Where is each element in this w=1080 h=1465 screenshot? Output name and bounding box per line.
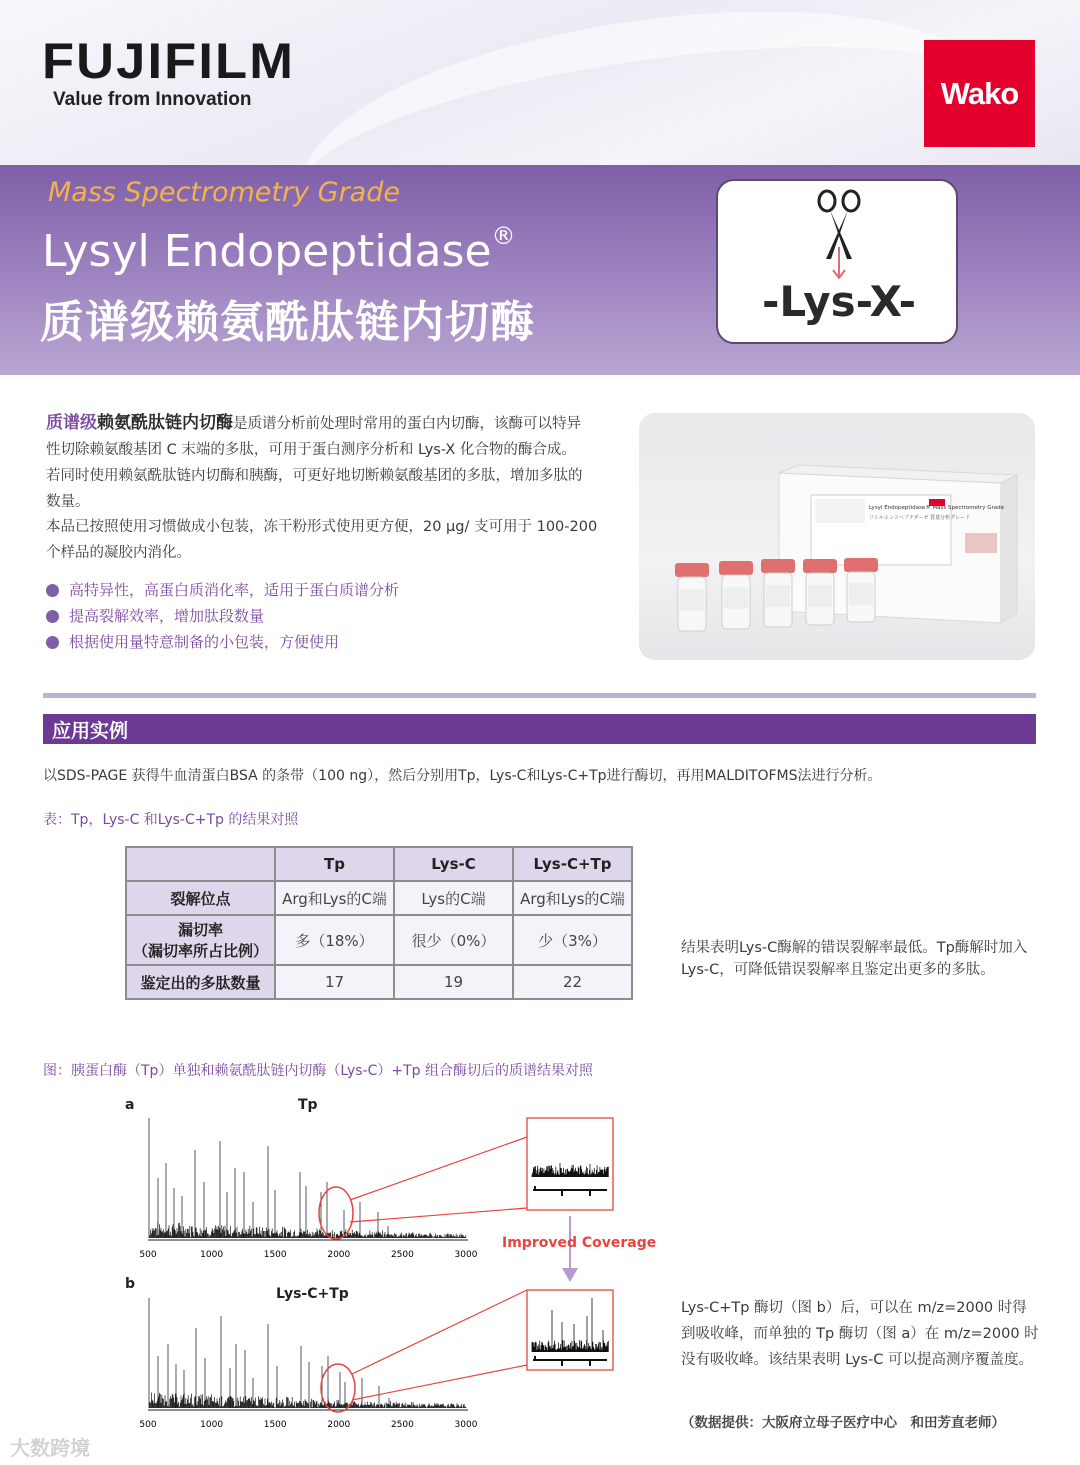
intro-text: 是质谱分析前处理时常用的蛋白内切酶，该酶可以特异性切除赖氨酸基团 C 末端的多肽，可用于蛋白测序分析和 Lys-X 化合物的酶合成。若同时使用赖氨酰肽链内切酶和胰酶，可更好地切断赖氨酸基团的多肽，增加多肽的数量。	[46, 416, 583, 510]
product-photo	[639, 413, 1035, 660]
table-row	[126, 915, 632, 965]
panel-a-letter: a	[125, 1097, 135, 1113]
brand-tagline: Value from Innovation	[53, 89, 252, 110]
experiment-description: 以SDS-PAGE 获得牛血清蛋白BSA 的条带（100 ng），然后分别用Tp，Lys-C和Lys-C+Tp进行酶切，再用MALDITOFMS法进行分析。	[43, 768, 882, 784]
vial	[761, 559, 795, 627]
feature-item: 高特异性，高蛋白质消化率，适用于蛋白质谱分析	[46, 577, 399, 603]
row-header: 漏切率 （漏切率所占比例）	[126, 915, 275, 965]
table-cell: 多（18%）	[275, 915, 394, 965]
table-cell: 很少（0%）	[394, 915, 513, 965]
product-title: Lysyl Endopeptidase®	[42, 222, 516, 277]
table-cell: 22	[513, 965, 632, 999]
x-tick-label: 1000	[200, 1250, 224, 1260]
fujifilm-logo: FUJIFILM	[42, 33, 296, 89]
x-tick-label: 2500	[390, 1250, 414, 1260]
vial	[803, 559, 837, 625]
product-grade: Mass Spectrometry Grade	[48, 177, 400, 208]
x-tick-label: 2500	[390, 1420, 414, 1430]
x-tick-label: 1500	[263, 1250, 287, 1260]
table-header-row	[126, 847, 632, 881]
table-header-cell	[126, 847, 275, 881]
watermark: 大数跨境	[10, 1436, 90, 1460]
x-tick-label: 2000	[327, 1250, 351, 1260]
feature-list	[46, 577, 399, 655]
table-row	[126, 965, 632, 999]
table-cell: Arg和Lys的C端	[275, 881, 394, 915]
bullet-icon	[46, 610, 59, 623]
intro-highlight-grade: 质谱级	[46, 413, 97, 433]
x-tick-label: 500	[139, 1420, 157, 1430]
feature-item: 提高裂解效率，增加肽段数量	[46, 603, 399, 629]
intro-paragraph	[46, 410, 586, 515]
intro-paragraph-2: 本品已按照使用习惯做成小包装，冻干粉形式使用更方便，20 μg/ 支可用于 100-200 个样品的凝胶内消化。	[46, 519, 598, 561]
table-header-cell: Tp	[275, 847, 394, 881]
highlight-circle-a	[319, 1187, 353, 1239]
vial	[719, 561, 753, 629]
table-header-cell: Lys-C+Tp	[513, 847, 632, 881]
vial	[675, 563, 709, 631]
x-ticks	[139, 1250, 477, 1430]
product-title-zh: 质谱级赖氨酰肽链内切酶	[40, 297, 535, 348]
table-cell: Arg和Lys的C端	[513, 881, 632, 915]
box-sublabel: リシルエンドペプチダーゼ 質量分析グレード	[869, 515, 971, 521]
section-divider	[43, 693, 1036, 698]
x-tick-label: 3000	[454, 1420, 478, 1430]
table-cell: Lys的C端	[394, 881, 513, 915]
wako-logo: Wako	[924, 40, 1035, 147]
table-conclusion: 结果表明Lys-C酶解的错误裂解率最低。Tp酶解时加入Lys-C，可降低错误裂解率且鉴定出更多的多肽。	[681, 940, 1028, 978]
table-cell: 17	[275, 965, 394, 999]
zoom-box-a	[527, 1118, 613, 1210]
x-tick-label: 2000	[327, 1420, 351, 1430]
zoom-box-b	[527, 1290, 613, 1370]
x-tick-label: 3000	[454, 1250, 478, 1260]
intro-highlight-enzyme: 赖氨酰肽链内切酶	[97, 413, 233, 433]
spectrum-peaks	[149, 1298, 466, 1408]
scissors-icon	[816, 189, 862, 279]
zoom-line	[350, 1208, 527, 1222]
bullet-icon	[46, 584, 59, 597]
zoom-line	[350, 1137, 527, 1200]
bullet-icon	[46, 636, 59, 649]
figure-conclusion: Lys-C+Tp 酶切（图 b）后，可以在 m/z=2000 时得到吸收峰，而单独的 Tp 酶切（图 a）在 m/z=2000 时没有吸收峰。该结果表明 Lys-C 可以提高测序覆盖度。	[681, 1300, 1039, 1368]
spectrum-a	[149, 1118, 466, 1238]
spectrum-b	[149, 1298, 466, 1408]
row-header: 裂解位点	[126, 881, 275, 915]
zoom-line	[352, 1365, 527, 1400]
mass-spectra-figure	[0, 1080, 680, 1440]
vial	[844, 558, 878, 622]
table-caption: 表：Tp，Lys-C 和Lys-C+Tp 的结果对照	[43, 812, 299, 828]
spectrum-peaks	[149, 1118, 466, 1238]
table-row	[126, 881, 632, 915]
data-credit: （数据提供：大阪府立母子医疗中心 和田芳直老师）	[681, 1415, 1005, 1431]
arrow-head-icon	[562, 1268, 578, 1282]
box-label: Lysyl Endopeptidase® Mass Spectrometry Grade	[869, 505, 1005, 511]
feature-item: 根据使用量特意制备的小包装，方便使用	[46, 629, 399, 655]
section-header-bar	[43, 714, 1036, 744]
table-cell: 19	[394, 965, 513, 999]
x-tick-label: 1500	[263, 1420, 287, 1430]
results-table	[125, 846, 633, 1000]
product-illustration	[639, 413, 1035, 660]
panel-a-title: Tp	[298, 1097, 318, 1113]
table-cell: 少（3%）	[513, 915, 632, 965]
panel-b-title: Lys-C+Tp	[276, 1286, 349, 1302]
section-title: 应用实例	[52, 720, 129, 742]
lys-x-label: -Lys-X-	[761, 277, 917, 326]
table-header-cell: Lys-C	[394, 847, 513, 881]
registered-mark: ®	[491, 222, 516, 250]
x-tick-label: 500	[139, 1250, 157, 1260]
x-tick-label: 1000	[200, 1420, 224, 1430]
zoom-line	[352, 1290, 527, 1374]
improved-coverage-label: Improved Coverage	[502, 1235, 657, 1251]
panel-b-letter: b	[125, 1276, 136, 1292]
row-header: 鉴定出的多肽数量	[126, 965, 275, 999]
lys-x-badge	[716, 179, 958, 344]
figure-caption: 图：胰蛋白酶（Tp）单独和赖氨酰肽链内切酶（Lys-C）+Tp 组合酶切后的质谱结果对照	[43, 1063, 593, 1079]
